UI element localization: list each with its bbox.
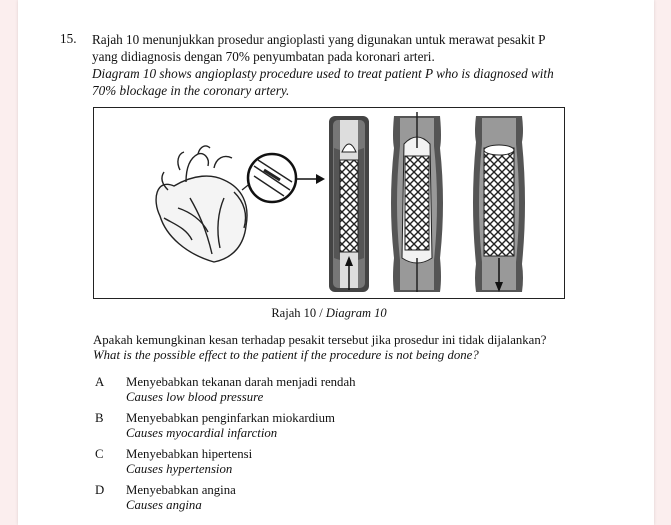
option-text-english: Causes low blood pressure [126, 390, 264, 404]
option-text-malay: Menyebabkan tekanan darah menjadi rendah [126, 375, 356, 389]
figure-caption [93, 306, 565, 321]
question-prompt [93, 333, 573, 363]
angioplasty-illustration [94, 108, 564, 298]
arrow-right-icon [297, 174, 325, 184]
option-text-malay: Menyebabkan hipertensi [126, 447, 253, 461]
prompt-english: What is the possible effect to the patient if the procedure is not being done? [93, 348, 479, 362]
question-number: 15. [60, 31, 77, 46]
stage-2-balloon-inflated [391, 112, 443, 292]
magnified-artery-icon [248, 154, 296, 202]
stage-3-stent-deployed [473, 116, 525, 292]
option-letter: C [95, 447, 104, 461]
prompt-malay: Apakah kemungkinan kesan terhadap pesakit tersebut jika prosedur ini tidak dijalankan? [93, 333, 547, 347]
exam-page [18, 0, 654, 525]
option-letter: A [95, 375, 105, 389]
option-letter: D [95, 483, 105, 497]
question-text-malay: Rajah 10 menunjukkan prosedur angioplasti yang digunakan untuk merawat pesakit P yang didiagnosis dengan 70% penyumbatan pada koronari arteri. [92, 32, 545, 64]
caption-english: Diagram 10 [325, 306, 387, 320]
option-letter: B [95, 411, 104, 425]
question-text-english: Diagram 10 shows angioplasty procedure used to treat patient P who is diagnosed with 70% blockage in the coronary artery. [92, 66, 554, 98]
option-text-malay: Menyebabkan angina [126, 483, 236, 497]
heart-drawing [156, 146, 247, 262]
stage-1-catheter-inserted [329, 116, 369, 292]
option-text-malay: Menyebabkan penginfarkan miokardium [126, 411, 335, 425]
question-text [92, 31, 562, 99]
diagram-figure [93, 107, 565, 299]
option-text-english: Causes myocardial infarction [126, 426, 278, 440]
option-text-english: Causes hypertension [126, 462, 233, 476]
option-text-english: Causes angina [126, 498, 202, 512]
caption-malay: Rajah 10 / [271, 306, 326, 320]
